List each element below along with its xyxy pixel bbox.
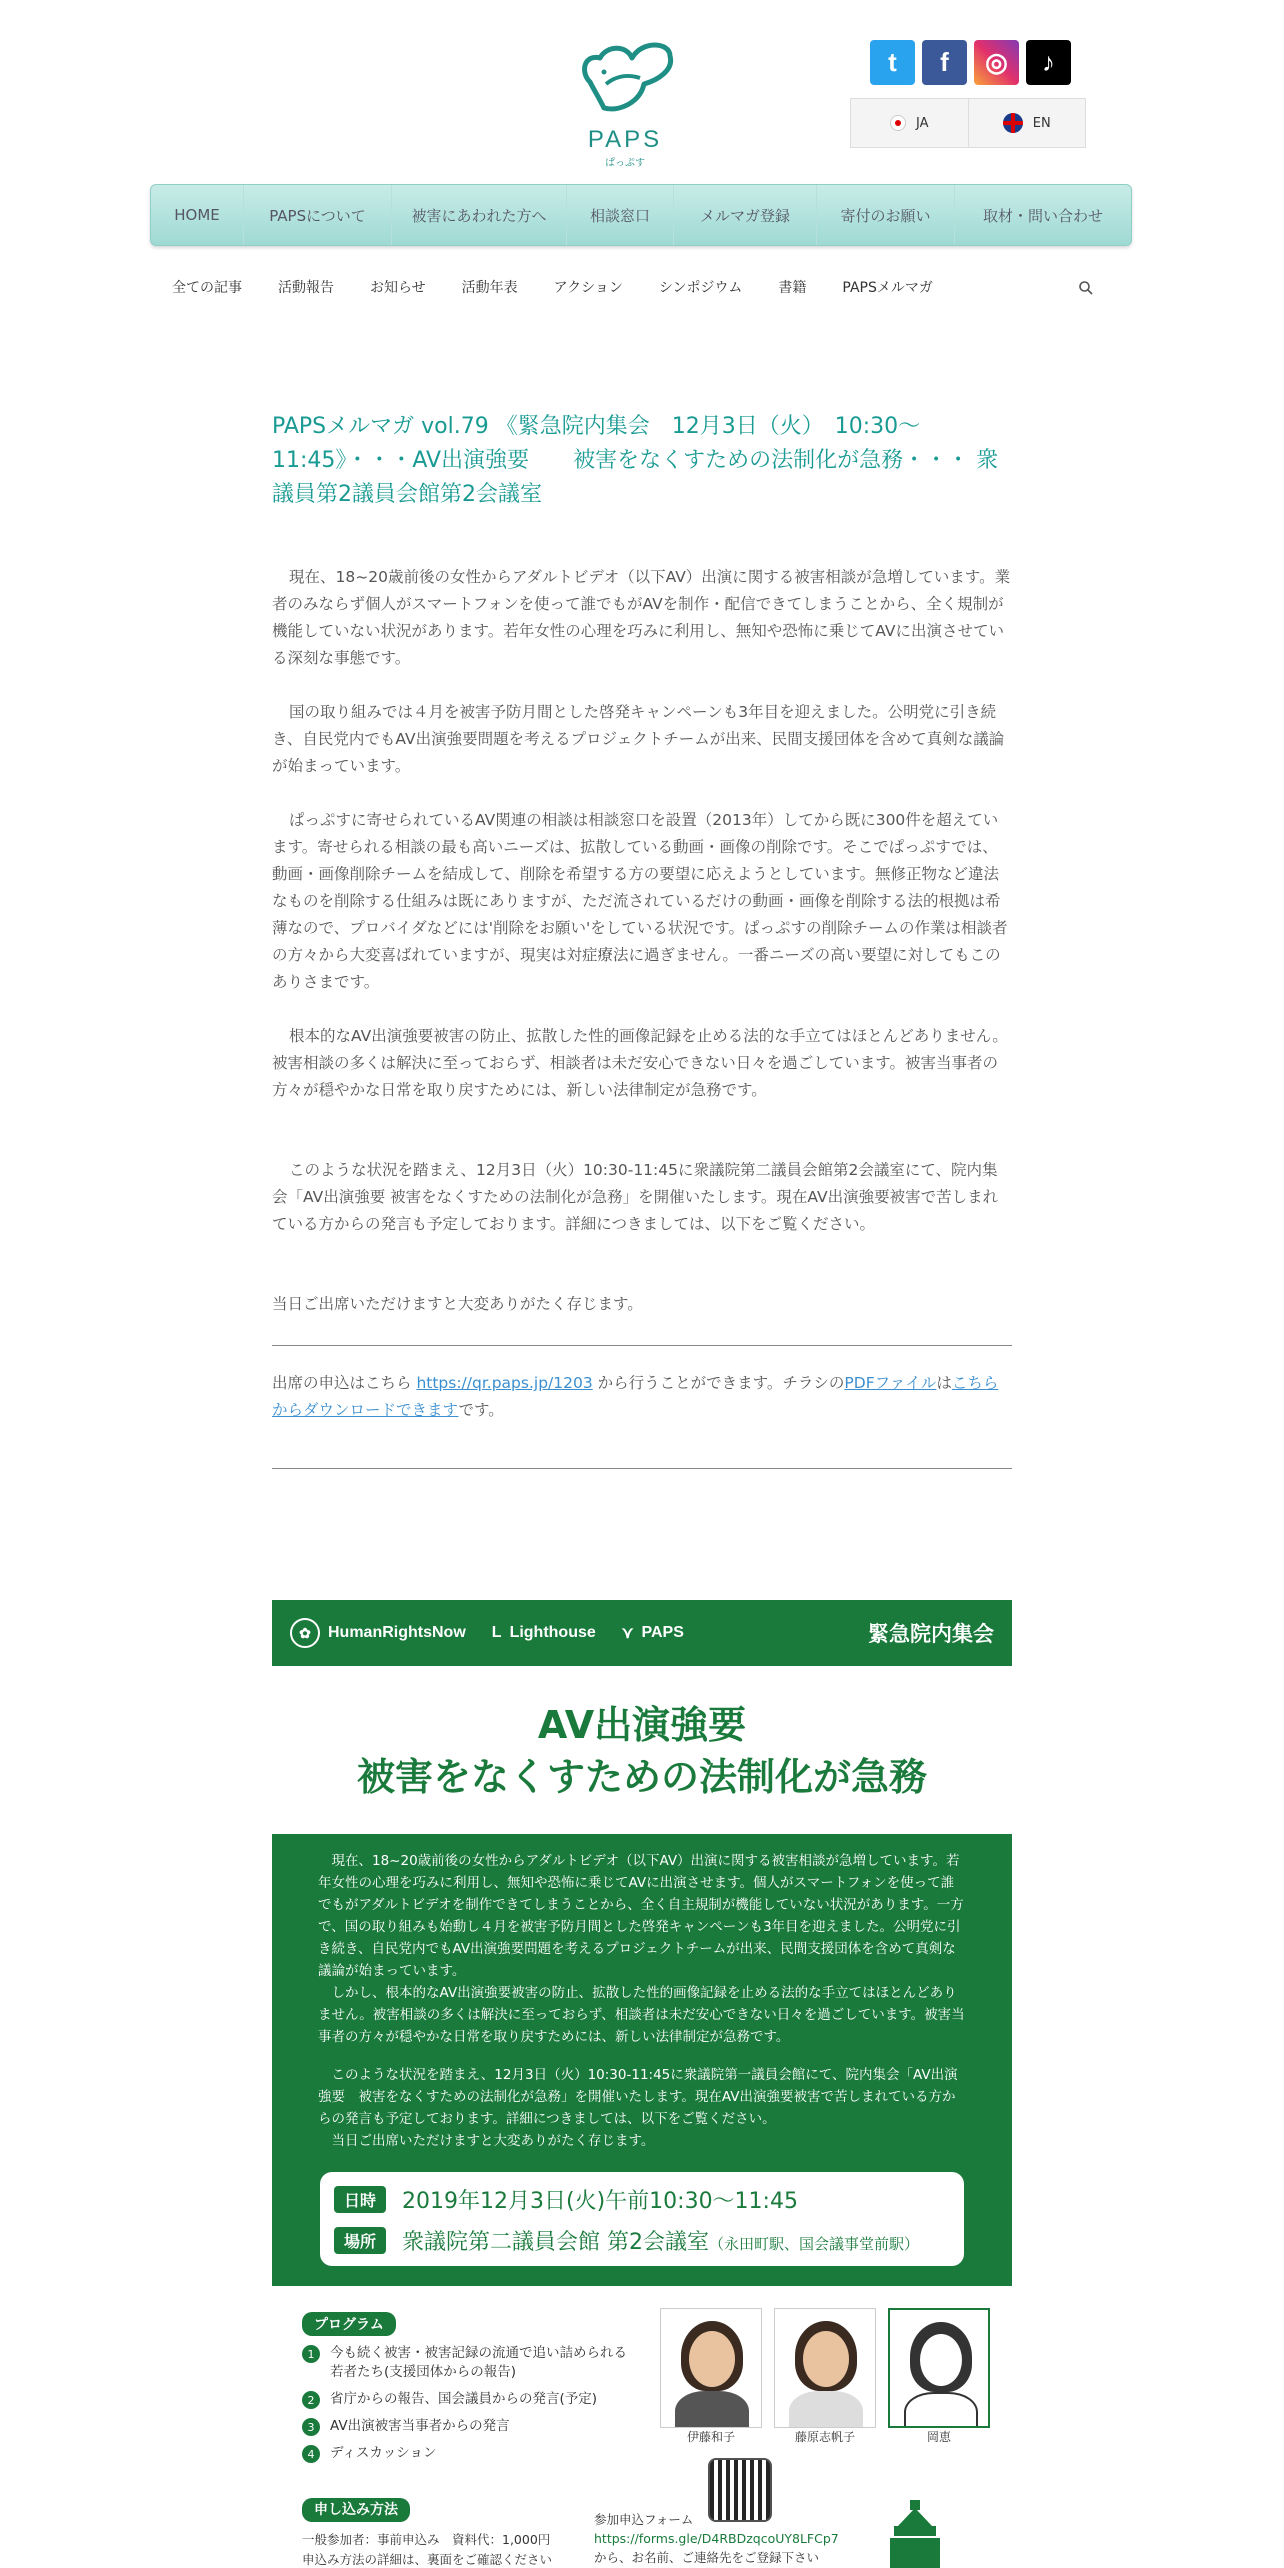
nav-home[interactable]: HOME bbox=[151, 185, 244, 245]
paps-flyer-logo bbox=[622, 1623, 684, 1643]
flyer-org-bar bbox=[272, 1600, 1012, 1666]
flyer-body-paragraph: しかし、根本的なAV出演強要被害の防止、拡散した性的画像記録を止める法的な手立てはほとんどありません。被害相談の多くは解決に至っておらず、相談者は未だ安心できない日々を過ごしています。被害当事者の方々が穏やかな日常を取り戻すためには、新しい法律制定が急務です。 bbox=[318, 1985, 965, 2045]
divider bbox=[272, 1345, 1012, 1346]
uk-flag-icon bbox=[1003, 113, 1023, 133]
program-text: ディスカッション bbox=[330, 2445, 437, 2461]
nav-contact[interactable]: 取材・問い合わせ bbox=[982, 206, 1103, 225]
program-number: 2 bbox=[302, 2391, 320, 2409]
flyer-form-info bbox=[594, 2510, 844, 2567]
lang-en-button[interactable] bbox=[968, 99, 1086, 147]
tiktok-icon[interactable]: ♪ bbox=[1026, 40, 1071, 85]
hrn-name: HumanRightsNow bbox=[328, 1624, 466, 1641]
form-note: から、お名前、ご連絡先をご登録下さい bbox=[594, 2550, 820, 2565]
lang-en-label: EN bbox=[1032, 115, 1051, 131]
category-timeline[interactable]: 活動年表 bbox=[461, 280, 518, 296]
flyer-apply-method bbox=[302, 2498, 602, 2568]
apply-info bbox=[272, 1370, 1012, 1424]
search-icon[interactable] bbox=[1078, 280, 1094, 296]
speaker bbox=[774, 2308, 876, 2445]
program-text: AV出演被害当事者からの発言 bbox=[330, 2418, 510, 2434]
program-item bbox=[302, 2390, 632, 2409]
program-number: 4 bbox=[302, 2445, 320, 2463]
article-paragraph: ぱっぷすに寄せられているAV関連の相談は相談窓口を設置（2013年）してから既に300件を超えています。寄せられる相談の最も高いニーズは、拡散している動画・画像の削除です。そこでぱっぷすでは、動画・画像削除チームを結成して、削除を希望する方の要望に応えようとしています。無修正物など違法なものを削除する仕組みは既にありますが、ただ流されているだけの動画・画像を削除する法的根拠は希薄なので、プロバイダなどには'削除をお願い'をしている状況です。ぱっぷすの削除チームの作業は相談者の方々から大変喜ばれていますが、現実は対症療法に過ぎません。一番ニーズの高い要望に対してもこのありさまです。 bbox=[272, 811, 1008, 991]
nav-about[interactable]: PAPSについて bbox=[244, 185, 392, 245]
article bbox=[272, 410, 1012, 1493]
language-switcher bbox=[850, 98, 1086, 148]
lang-ja-button[interactable] bbox=[851, 99, 968, 147]
flyer-body-box bbox=[272, 1834, 1012, 2286]
thanks-text: 当日ご出席いただけますと大変ありがたく存じます。 bbox=[272, 1295, 643, 1313]
speaker-name: 伊藤和子 bbox=[686, 2430, 735, 2444]
dove-icon: ⋎ bbox=[621, 1625, 634, 1642]
apply-line-2: 申込み方法の詳細は、裏面をご確認ください bbox=[302, 2552, 553, 2567]
paps-name: PAPS bbox=[641, 1624, 684, 1641]
diet-building-icon bbox=[880, 2500, 950, 2568]
article-title: PAPSメルマガ vol.79 《緊急院内集会 12月3日（火） 10:30～11:45》・・・AV出演強要 被害をなくすための法制化が急務・・・ 衆議員第2議員会館第2会議室 bbox=[272, 414, 999, 507]
program-label: プログラム bbox=[302, 2312, 396, 2336]
hrn-logo bbox=[290, 1618, 466, 1648]
lighthouse-name: Lighthouse bbox=[509, 1624, 596, 1641]
speaker-name: 藤原志帆子 bbox=[794, 2430, 855, 2444]
flyer-body-paragraph: 当日ご出席いただけますと大変ありがたく存じます。 bbox=[331, 2133, 655, 2149]
form-url: https://forms.gle/D4RBDzqcoUY8LFCp7 bbox=[594, 2531, 839, 2546]
dove-logo-icon bbox=[570, 36, 680, 122]
category-action[interactable]: アクション bbox=[553, 280, 623, 296]
paps-logo[interactable] bbox=[565, 36, 685, 176]
speaker bbox=[888, 2308, 990, 2445]
spacer bbox=[272, 1131, 1012, 1157]
flyer-place-row bbox=[334, 2225, 950, 2256]
flyer-urgent-label: 緊急院内集会 bbox=[868, 1622, 994, 1646]
event-flyer bbox=[272, 1600, 1012, 2568]
nav-consultation[interactable]: 相談窓口 bbox=[567, 185, 674, 245]
nav-victims[interactable]: 被害にあわれた方へ bbox=[392, 185, 567, 245]
apply-end: です。 bbox=[458, 1401, 504, 1419]
spacer bbox=[272, 1265, 1012, 1291]
japan-flag-icon bbox=[890, 115, 906, 131]
speaker-photo bbox=[660, 2308, 762, 2428]
category-books[interactable]: 書籍 bbox=[778, 280, 807, 296]
apply-line-1: 一般参加者：事前申込み 資料代：1,000円 bbox=[302, 2532, 551, 2547]
flyer-headline-2: 被害をなくすための法制化が急務 bbox=[356, 1755, 927, 1799]
program-item bbox=[302, 2344, 632, 2382]
speaker-name: 岡恵 bbox=[926, 2430, 951, 2444]
logo-text: PAPS bbox=[587, 126, 663, 153]
nav-donation[interactable]: 寄付のお願い bbox=[817, 185, 955, 245]
apply-prefix: 出席の申込はこちら bbox=[272, 1374, 417, 1392]
program-item bbox=[302, 2444, 632, 2463]
speaker bbox=[660, 2308, 762, 2445]
flyer-body-paragraph: 現在、18~20歳前後の女性からアダルトビデオ（以下AV）出演に関する被害相談が急増しています。若年女性の心理を巧みに利用し、無知や恐怖に乗じてAVに出演させます。個人がスマートフォンを使って誰でもがアダルトビデオを制作できてしまうことから、全く自主規制が機能していない状況があります。一方で、国の取り組みも始動し４月を被害予防月間とした啓発キャンペーンも3年目を迎えました。公明党に引き続き、自民党内でもAV出演強要問題を考えるプロジェクトチームが出来、民間支援団体を含めて真剣な議論が始まっています。 bbox=[318, 1853, 964, 1979]
place-name: 衆議院第二議員会館 第2会議室 bbox=[402, 2230, 710, 2255]
flyer-program bbox=[302, 2312, 632, 2471]
program-item bbox=[302, 2417, 632, 2436]
program-text: 今も続く被害・被害記録の流通で追い詰められる若者たち(支援団体からの報告) bbox=[330, 2345, 627, 2380]
flyer-body-paragraph: このような状況を踏まえ、12月3日（火）10:30-11:45に衆議院第一議員会館にて、院内集会「AV出演強要 被害をなくすための法制化が急務」を開催いたします。現在AV出演強要被害で苦しまれている方からの発言も予定しております。詳細につきましては、以下をご覧ください。 bbox=[318, 2067, 958, 2127]
hrn-icon: ✿ bbox=[290, 1618, 320, 1648]
article-paragraph: 国の取り組みでは４月を被害予防月間とした啓発キャンペーンも3年目を迎えました。公明党に引き続き、自民党内でもAV出演強要問題を考えるプロジェクトチームが出来、民間支援団体を含めて真剣な議論が始まっています。 bbox=[272, 703, 1005, 775]
category-all[interactable]: 全ての記事 bbox=[172, 280, 242, 296]
apply-link[interactable]: https://qr.paps.jp/1203 bbox=[416, 1374, 593, 1392]
article-paragraph: このような状況を踏まえ、12月3日（火）10:30-11:45に衆議院第二議員会館第2会議室にて、院内集会「AV出演強要 被害をなくすための法制化が急務」を開催いたします。現在AV出演強要被害で苦しまれている方からの発言も予定しております。詳細につきましては、以下をご覧ください。 bbox=[272, 1161, 999, 1233]
logo-subtitle: ぱっぷす bbox=[605, 158, 645, 169]
social-links bbox=[870, 40, 1071, 85]
facebook-icon[interactable]: f bbox=[922, 40, 967, 85]
category-nav bbox=[172, 272, 1100, 302]
article-paragraph: 現在、18~20歳前後の女性からアダルトビデオ（以下AV）出演に関する被害相談が急増しています。業者のみならず個人がスマートフォンを使って誰でもがAVを制作・配信できてしまうことから、全く規制が機能していない状況があります。若年女性の心理を巧みに利用し、無知や恐怖に乗じてAVに出演させている深刻な事態です。 bbox=[272, 568, 1011, 667]
apply-ha: は bbox=[936, 1374, 952, 1392]
pdf-link[interactable]: PDFファイル bbox=[844, 1374, 937, 1392]
category-news[interactable]: お知らせ bbox=[370, 280, 426, 296]
article-paragraph: 根本的なAV出演強要被害の防止、拡散した性的画像記録を止める法的な手立てはほとんどありません。被害相談の多くは解決に至っておらず、相談者は未だ安心できない日々を過ごしています。被害当事者の方々が穏やかな日常を取り戻すためには、新しい法律制定が急務です。 bbox=[272, 1027, 1008, 1099]
speaker-photos bbox=[660, 2308, 990, 2445]
nav-newsletter-signup[interactable]: メルマガ登録 bbox=[674, 185, 817, 245]
apply-label: 申し込み方法 bbox=[302, 2498, 410, 2522]
form-label: 参加申込フォーム bbox=[594, 2512, 694, 2527]
main-nav bbox=[150, 184, 1132, 246]
download-link[interactable]: こちらからダウンロードできます bbox=[272, 1374, 999, 1419]
flyer-headline-1: AV出演強要 bbox=[537, 1703, 747, 1747]
twitter-icon[interactable]: t bbox=[870, 40, 915, 85]
place-value bbox=[402, 2225, 919, 2256]
category-activity-report[interactable]: 活動報告 bbox=[278, 280, 334, 296]
category-newsletter[interactable]: PAPSメルマガ bbox=[842, 280, 933, 296]
date-label: 日時 bbox=[334, 2186, 386, 2213]
date-value: 2019年12月3日(火)午前10:30〜11:45 bbox=[402, 2189, 798, 2214]
flyer-date-box bbox=[320, 2172, 964, 2266]
place-label: 場所 bbox=[334, 2227, 386, 2254]
lighthouse-logo bbox=[492, 1624, 596, 1642]
flyer-headline bbox=[272, 1700, 1012, 1804]
divider bbox=[272, 1468, 1012, 1469]
program-number: 3 bbox=[302, 2418, 320, 2436]
speaker-photo bbox=[774, 2308, 876, 2428]
place-note: （永田町駅、国会議事堂前駅） bbox=[709, 2235, 920, 2253]
apply-mid: から行うことができます。チラシの bbox=[592, 1374, 845, 1392]
lang-ja-label: JA bbox=[916, 115, 929, 131]
speaker-illustration bbox=[888, 2308, 990, 2428]
flyer-date-row bbox=[334, 2184, 950, 2215]
program-number: 1 bbox=[302, 2345, 320, 2363]
category-symposium[interactable]: シンポジウム bbox=[658, 280, 743, 296]
instagram-icon[interactable]: ◎ bbox=[974, 40, 1019, 85]
lighthouse-icon: L bbox=[491, 1624, 502, 1641]
program-text: 省庁からの報告、国会議員からの発言(予定) bbox=[330, 2391, 598, 2407]
